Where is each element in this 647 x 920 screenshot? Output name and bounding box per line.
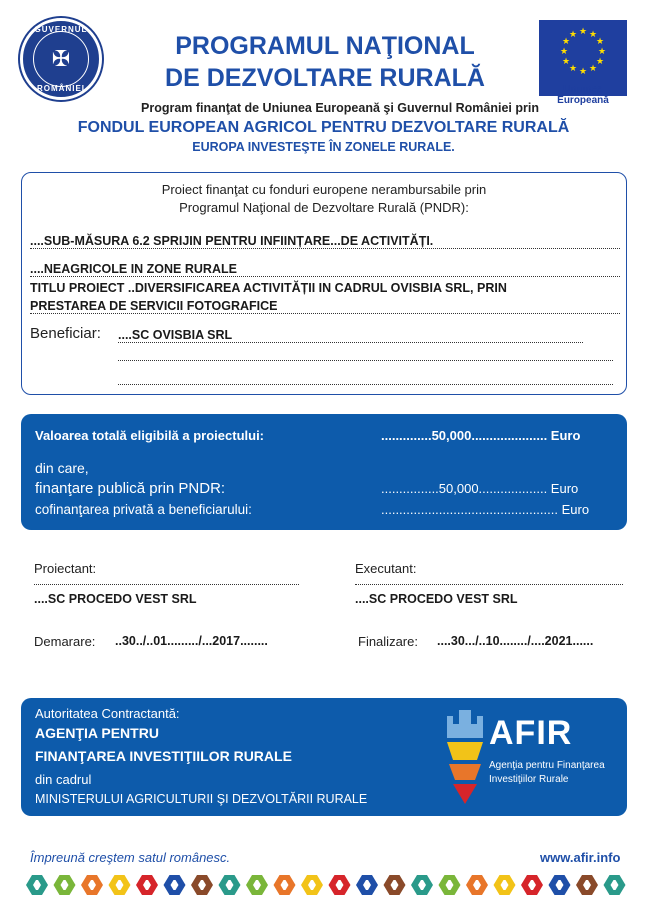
ministry-name: MINISTERULUI AGRICULTURII ŞI DEZVOLTĂRII RURALE (35, 792, 368, 806)
svg-text:★: ★ (561, 37, 571, 47)
svg-text:★: ★ (597, 47, 607, 57)
folk-motif-icon (136, 875, 158, 895)
demarare-value: ..30../..01........./...2017........ (115, 634, 268, 648)
folk-motif-icon (411, 875, 433, 895)
folk-motif-icon (54, 875, 76, 895)
project-title-line-2: PRESTAREA DE SERVICII FOTOGRAFICE (30, 299, 620, 314)
folk-motif-icon (329, 875, 351, 895)
eagle-icon: ✠ (51, 46, 71, 71)
fund-name: FONDUL EUROPEAN AGRICOL PENTRU DEZVOLTARE RURALĂ (77, 119, 570, 136)
svg-text:★: ★ (568, 64, 578, 74)
authority-label: Autoritatea Contractantă: (35, 706, 180, 721)
funding-subtitle: Program finanţat de Uniunea Europeană şi Guvernul României prin (141, 101, 539, 115)
authority-box (21, 698, 627, 816)
authority-name-2: FINANŢAREA INVESTIŢIILOR RURALE (35, 748, 292, 764)
afir-subtitle-1: Agenţia pentru Finanţarea (489, 760, 605, 771)
government-seal (20, 18, 102, 100)
private-funding-value: ................................................. Euro (381, 502, 590, 517)
afir-subtitle-2: Investiţiilor Rurale (489, 774, 569, 785)
folk-motif-icon (191, 875, 213, 895)
svg-text:★: ★ (595, 37, 605, 47)
svg-text:★: ★ (578, 67, 588, 77)
project-intro-1: Proiect finanţat cu fonduri europene nerambursabile prin (161, 182, 487, 197)
executant-blank-line (355, 583, 623, 585)
folk-motif-icon (164, 875, 186, 895)
afir-logo-text: AFIR (489, 714, 573, 752)
svg-text:★: ★ (559, 47, 569, 57)
eu-stars-icon (539, 20, 627, 82)
folk-motif-icon (576, 875, 598, 895)
project-line-1: ....SUB-MĂSURA 6.2 SPRIJIN PENTRU INFIINȚARE...DE ACTIVITĂȚI. (30, 234, 620, 249)
folk-motif-icon (384, 875, 406, 895)
folk-motif-icon (494, 875, 516, 895)
folk-motif-icon (109, 875, 131, 895)
folk-motif-icon (466, 875, 488, 895)
title-line-2: DE DEZVOLTARE RURALĂ (165, 64, 485, 92)
finalizare-label: Finalizare: (358, 634, 418, 649)
din-cadrul-label: din cadrul (35, 772, 92, 787)
title-line-1: PROGRAMUL NAŢIONAL (175, 32, 475, 60)
public-funding-value: ................50,000................... Euro (381, 481, 579, 496)
svg-text:★: ★ (588, 30, 598, 40)
funding-box (21, 414, 627, 530)
beneficiar-label: Beneficiar: (30, 325, 101, 342)
afir-emblem-icon (445, 708, 485, 808)
folk-motif-icon (246, 875, 268, 895)
authority-name-1: AGENŢIA PENTRU (35, 725, 159, 741)
fund-slogan: EUROPA INVESTEŞTE ÎN ZONELE RURALE. (192, 140, 455, 154)
footer-website[interactable]: www.afir.info (540, 850, 621, 865)
folk-motif-icon (301, 875, 323, 895)
folk-motif-icon (274, 875, 296, 895)
proiectant-blank-line (34, 583, 299, 585)
svg-text:★: ★ (588, 64, 598, 74)
finalizare-value: ....30.../..10......../....2021...... (437, 634, 594, 648)
folk-motif-icon (219, 875, 241, 895)
seal-top-text: GUVERNUL (34, 25, 88, 34)
footer-slogan: Împreună creştem satul românesc. (30, 850, 231, 865)
public-funding-label: finanţare publică prin PNDR: (35, 480, 226, 497)
project-title-line-1: TITLU PROIECT ..DIVERSIFICAREA ACTIVITĂȚII IN CADRUL OVISBIA SRL, PRIN (30, 281, 507, 295)
page-title (120, 30, 530, 94)
folk-motif-icon (439, 875, 461, 895)
folk-motif-icon (521, 875, 543, 895)
folk-motif-icon (549, 875, 571, 895)
beneficiar-value: ....SC OVISBIA SRL (118, 328, 583, 343)
folk-motif-icon (356, 875, 378, 895)
folk-motif-icon (604, 875, 626, 895)
folk-motif-icon (26, 875, 48, 895)
total-label: Valoarea totală eligibilă a proiectului: (35, 428, 265, 443)
project-intro-2: Programul Naţional de Dezvoltare Rurală (PNDR): (179, 200, 469, 215)
din-care-label: din care, (35, 460, 89, 476)
demarare-label: Demarare: (34, 634, 96, 649)
folk-motif-icon (81, 875, 103, 895)
executant-value: ....SC PROCEDO VEST SRL (355, 592, 518, 606)
beneficiar-blank-line-2 (118, 383, 613, 385)
seal-bottom-text: ROMÂNIEI (37, 84, 85, 93)
svg-text:★: ★ (561, 57, 571, 67)
project-line-2: ....NEAGRICOLE IN ZONE RURALE (30, 262, 620, 277)
private-funding-label: cofinanţarea privată a beneficiarului: (35, 502, 252, 517)
svg-text:★: ★ (578, 27, 588, 37)
eu-label: Uniunea Europeană (557, 84, 609, 106)
proiectant-label: Proiectant: (34, 561, 97, 576)
beneficiar-blank-line-1 (118, 359, 613, 361)
svg-text:★: ★ (568, 30, 578, 40)
total-value: ..............50,000..................... Euro (381, 428, 581, 443)
executant-label: Executant: (355, 561, 417, 576)
proiectant-value: ....SC PROCEDO VEST SRL (34, 592, 197, 606)
decorative-pattern (24, 870, 628, 900)
svg-text:★: ★ (595, 57, 605, 67)
